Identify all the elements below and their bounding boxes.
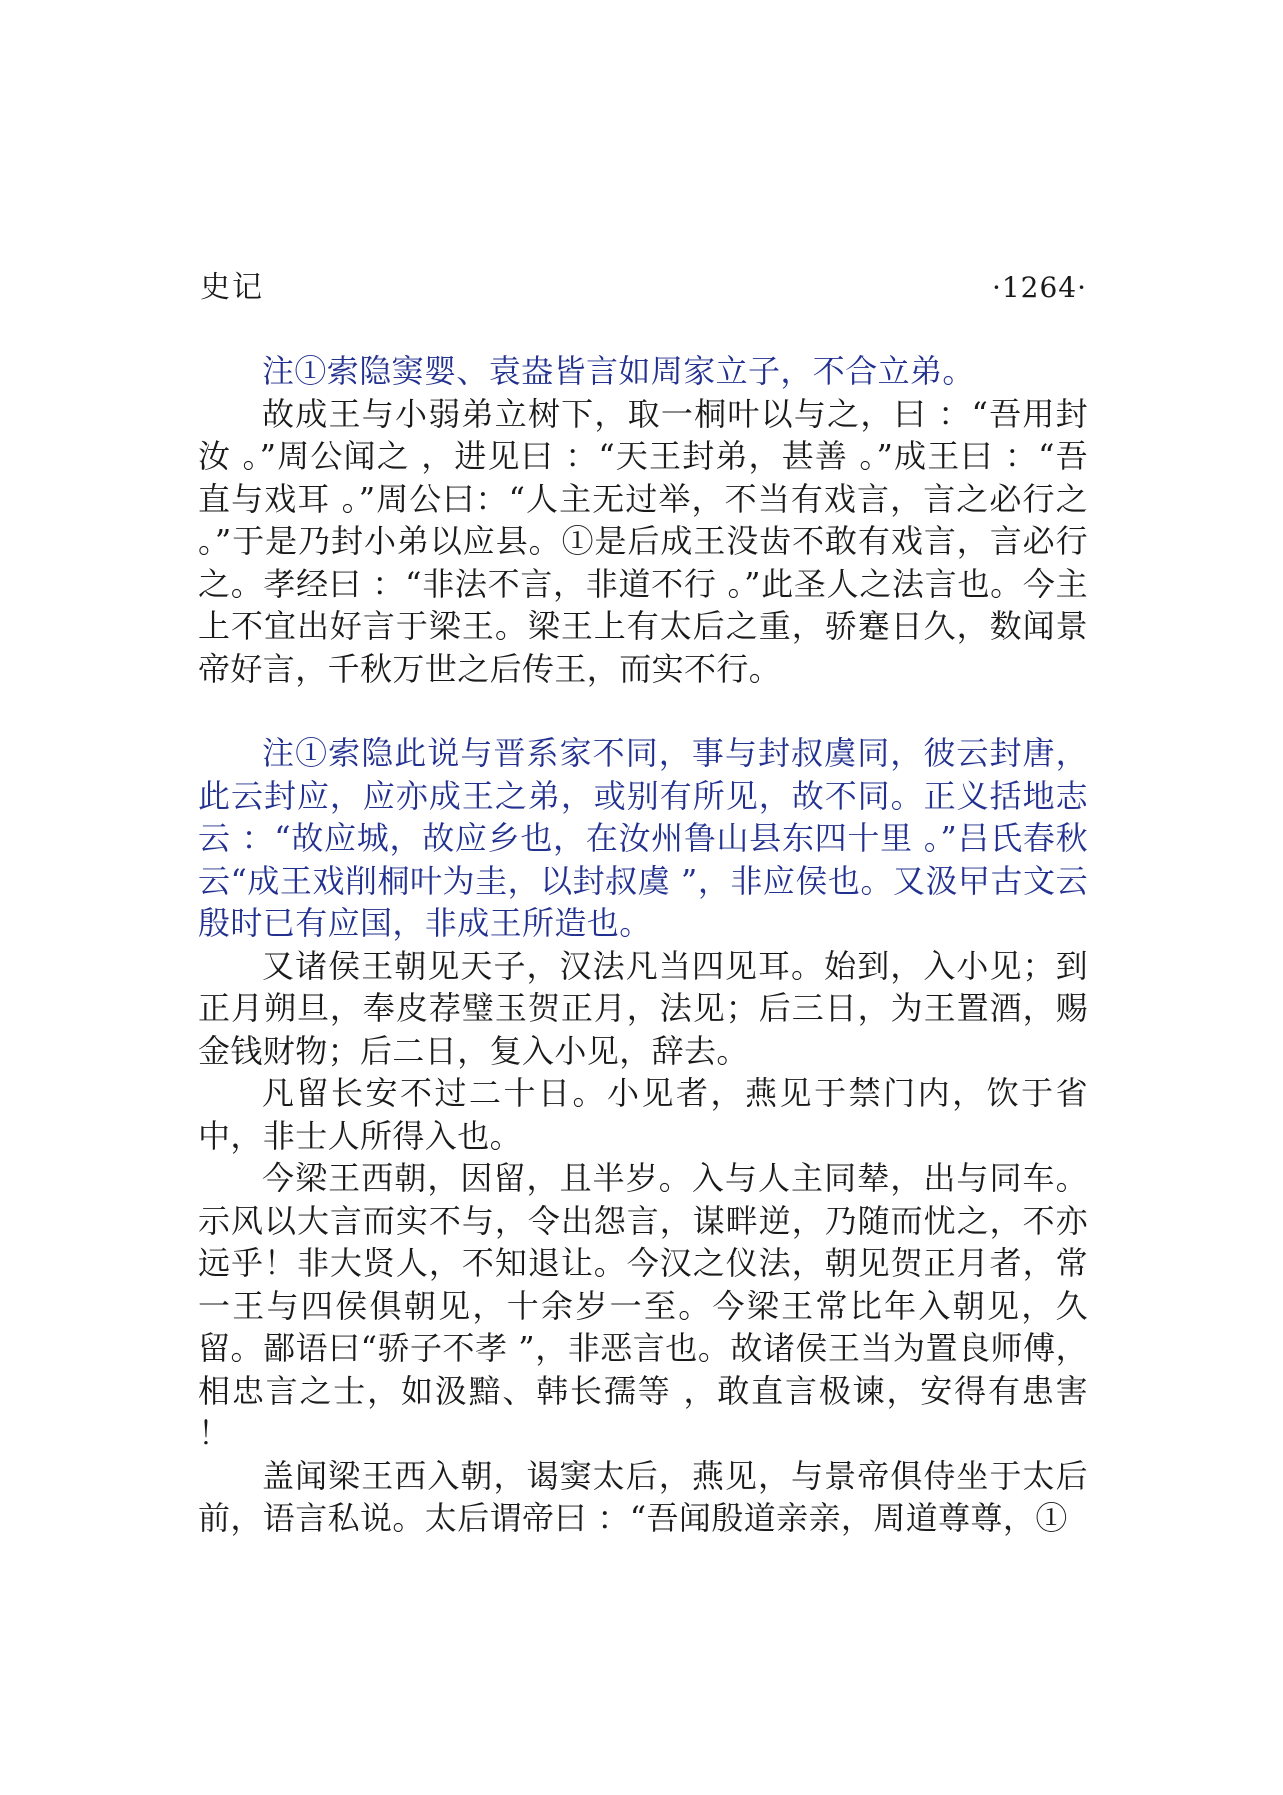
body-paragraph: 盖闻梁王西入朝，谒窦太后，燕见，与景帝俱侍坐于太后前，语言私说。太后谓帝曰 ：“吾闻殷道亲亲，周道尊尊，① [198,1456,1088,1537]
body-paragraph: 又诸侯王朝见天子，汉法凡当四见耳。始到，入小见；到正月朔旦，奉皮荐璧玉贺正月，法见；后三日，为王置酒，赐金钱财物；后二日，复入小见，辞去。 [198,946,1088,1070]
annotation-note: 注①索隐窦婴、袁盎皆言如周家立子，不合立弟。 [262,352,975,390]
body-paragraph: 凡留长安不过二十日。小见者，燕见于禁门内，饮于省中，非士人所得入也。 [198,1074,1088,1155]
body-paragraph: 故成王与小弱弟立树下，取一桐叶以与之，曰 ：“吾用封汝 。”周公闻之 ，进见曰 ：“天王封弟，甚善 。”成王曰 ：“吾直与戏耳 。”周公曰：“人主无过举，不当有戏言，言之必行之 。”于是乃封小弟以应县。①是后成王没齿不敢有戏言，言必行之。孝经曰 ：“非法不言，非道不行 。”此圣人之法言也。今主上不宜出好言于梁王。梁王上有太后之重，骄蹇日久，数闻景帝好言，千秋万世之后传王，而实不行。 [198,394,1088,688]
page-body [198,350,1088,1540]
page-number: ·1264· [991,271,1087,304]
book-title: 史记 [200,270,264,305]
annotation-note: 注①索隐此说与晋系家不同，事与封叔虞同，彼云封唐，此云封应，应亦成王之弟，或别有所见，故不同。正义括地志云 ：“故应城，故应乡也，在汝州鲁山县东四十里 。”吕氏春秋云“成王戏削桐叶为圭，以封叔虞 ”，非应侯也。又汲曱古文云殷时已有应国，非成王所造也。 [198,734,1088,942]
page-header [200,268,1087,308]
body-paragraph: 今梁王西朝，因留，且半岁。入与人主同辇，出与同车。示风以大言而实不与，令出怨言，谋畔逆，乃随而忧之，不亦远乎！非大贤人，不知退让。今汉之仪法，朝见贺正月者，常一王与四侯俱朝见，十余岁一至。今梁王常比年入朝见，久留。鄙语曰“骄子不孝 ”，非恶言也。故诸侯王当为置良师傅，相忠言之士，如汲黯、韩长孺等 ，敢直言极谏，安得有患害 ！ [198,1159,1088,1452]
